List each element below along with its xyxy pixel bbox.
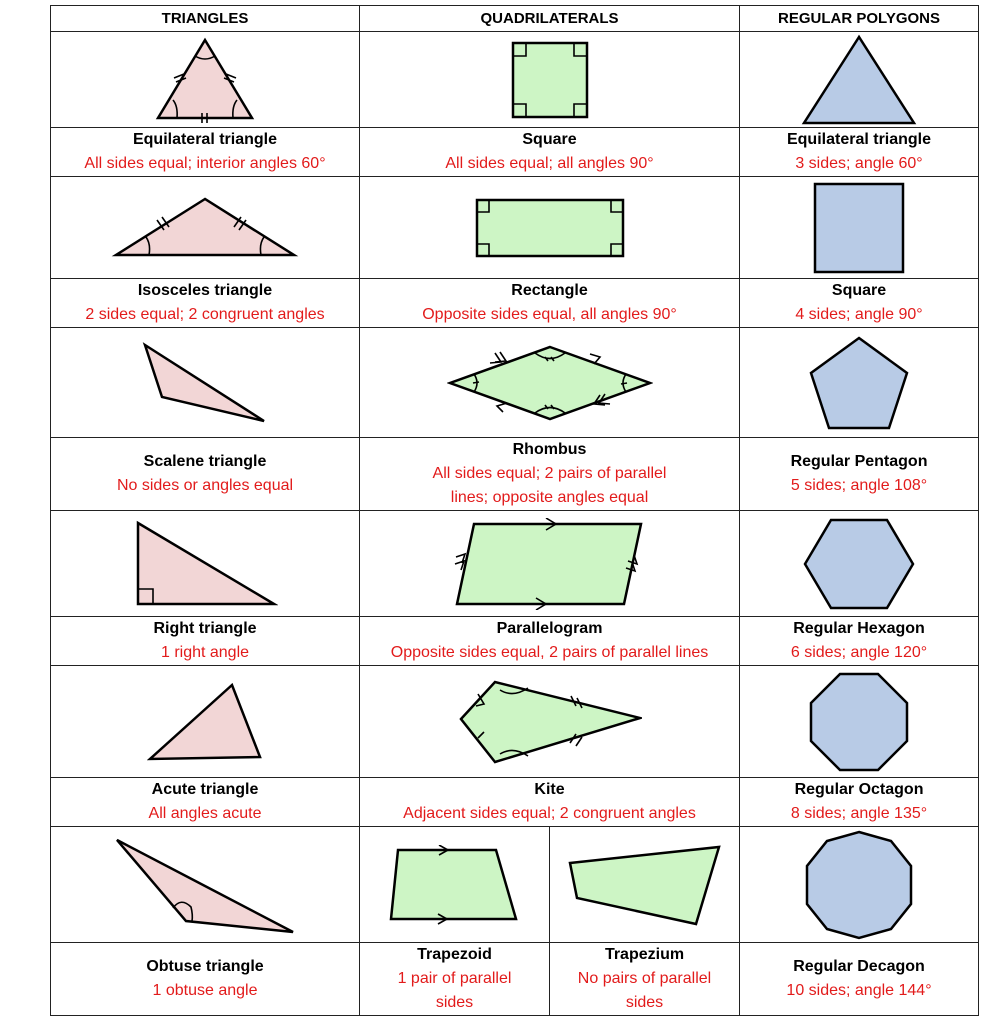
shape-desc: All angles acute bbox=[148, 805, 262, 822]
shape-name: Square bbox=[522, 131, 577, 148]
equilateral-triangle-label bbox=[51, 128, 360, 177]
regular-hexagon-label bbox=[740, 617, 979, 666]
scalene-triangle-shape bbox=[140, 340, 270, 426]
parallelogram-shape bbox=[452, 518, 648, 610]
regular-triangle-label bbox=[740, 128, 979, 177]
isosceles-triangle-cell bbox=[51, 177, 360, 279]
shape-name: Trapezoid bbox=[417, 946, 492, 963]
shape-desc: Opposite sides equal, 2 pairs of parallel lines bbox=[390, 644, 709, 661]
image-row-5 bbox=[51, 666, 979, 778]
shape-name: Regular Hexagon bbox=[793, 620, 925, 637]
acute-triangle-label bbox=[51, 778, 360, 827]
isosceles-triangle-shape bbox=[110, 193, 300, 263]
image-row-4 bbox=[51, 511, 979, 617]
shape-name: Obtuse triangle bbox=[146, 958, 264, 975]
obtuse-triangle-cell bbox=[51, 827, 360, 943]
regular-hexagon-cell bbox=[740, 511, 979, 617]
rectangle-cell bbox=[360, 177, 740, 279]
shape-desc: Opposite sides equal, all angles 90° bbox=[422, 306, 677, 323]
equilateral-triangle-cell bbox=[51, 32, 360, 128]
regular-square-cell bbox=[740, 177, 979, 279]
shape-name: Equilateral triangle bbox=[786, 131, 932, 148]
square-label bbox=[360, 128, 740, 177]
shape-desc: No pairs of parallel sides bbox=[577, 970, 712, 1011]
image-row-2 bbox=[51, 177, 979, 279]
shape-desc: All sides equal; interior angles 60° bbox=[84, 155, 326, 172]
shape-desc: All sides equal; 2 pairs of parallel lines; opposite angles equal bbox=[432, 465, 667, 506]
image-row-6 bbox=[51, 827, 979, 943]
trapezoid-cell bbox=[360, 827, 550, 943]
rectangle-label bbox=[360, 279, 740, 328]
isosceles-triangle-label bbox=[51, 279, 360, 328]
shape-name: Isosceles triangle bbox=[137, 282, 273, 299]
shape-name: Regular Octagon bbox=[794, 781, 924, 798]
regular-octagon-cell bbox=[740, 666, 979, 778]
regular-decagon-shape bbox=[801, 829, 917, 941]
rectangle-shape bbox=[474, 196, 626, 260]
label-row-1 bbox=[51, 128, 979, 177]
rhombus-label bbox=[360, 438, 740, 511]
rhombus-shape bbox=[447, 342, 653, 424]
shape-desc: No sides or angles equal bbox=[116, 477, 294, 494]
label-row-5 bbox=[51, 778, 979, 827]
trapezium-cell bbox=[550, 827, 740, 943]
shape-name: Kite bbox=[534, 781, 565, 798]
regular-square-label bbox=[740, 279, 979, 328]
shape-desc: 1 right angle bbox=[160, 644, 250, 661]
shape-desc: 8 sides; angle 135° bbox=[790, 805, 928, 822]
square-shape bbox=[508, 34, 592, 126]
rhombus-cell bbox=[360, 328, 740, 438]
parallelogram-label bbox=[360, 617, 740, 666]
scalene-triangle-cell bbox=[51, 328, 360, 438]
right-triangle-shape bbox=[132, 518, 278, 610]
obtuse-triangle-label bbox=[51, 943, 360, 1016]
parallelogram-cell bbox=[360, 511, 740, 617]
kite-cell bbox=[360, 666, 740, 778]
square-cell bbox=[360, 32, 740, 128]
shapes-table bbox=[50, 5, 979, 1016]
shape-desc: 3 sides; angle 60° bbox=[795, 155, 923, 172]
regular-decagon-label bbox=[740, 943, 979, 1016]
label-row-3 bbox=[51, 438, 979, 511]
image-row-1 bbox=[51, 32, 979, 128]
regular-decagon-cell bbox=[740, 827, 979, 943]
acute-triangle-shape bbox=[147, 680, 263, 764]
trapezium-label bbox=[550, 943, 740, 1016]
shape-name: Rectangle bbox=[511, 282, 588, 299]
shape-desc: All sides equal; all angles 90° bbox=[445, 155, 654, 172]
shape-desc: 4 sides; angle 90° bbox=[795, 306, 923, 323]
header-row bbox=[51, 6, 979, 32]
trapezoid-label bbox=[360, 943, 550, 1016]
kite-shape bbox=[458, 676, 642, 768]
regular-pentagon-cell bbox=[740, 328, 979, 438]
shape-name: Equilateral triangle bbox=[132, 131, 278, 148]
shape-desc: 1 obtuse angle bbox=[152, 982, 258, 999]
shape-desc: Adjacent sides equal; 2 congruent angles bbox=[403, 805, 696, 822]
shape-name: Right triangle bbox=[153, 620, 257, 637]
shape-desc: 10 sides; angle 144° bbox=[786, 982, 932, 999]
regular-square-shape bbox=[811, 181, 907, 275]
right-triangle-label bbox=[51, 617, 360, 666]
shape-name: Regular Decagon bbox=[793, 958, 925, 975]
scalene-triangle-label bbox=[51, 438, 360, 511]
regular-hexagon-shape bbox=[801, 516, 917, 612]
shape-name: Rhombus bbox=[512, 441, 587, 458]
shape-name: Regular Pentagon bbox=[790, 453, 928, 470]
regular-pentagon-label bbox=[740, 438, 979, 511]
shape-desc: 6 sides; angle 120° bbox=[790, 644, 928, 661]
shape-desc: 1 pair of parallel sides bbox=[397, 970, 512, 1011]
image-row-3 bbox=[51, 328, 979, 438]
shape-name: Acute triangle bbox=[151, 781, 259, 798]
acute-triangle-cell bbox=[51, 666, 360, 778]
right-triangle-cell bbox=[51, 511, 360, 617]
trapezoid-shape bbox=[388, 845, 522, 925]
shape-name: Parallelogram bbox=[496, 620, 603, 637]
equilateral-triangle-shape bbox=[145, 34, 265, 126]
shape-desc: 2 sides equal; 2 congruent angles bbox=[85, 306, 325, 323]
header-quadrilaterals: QUADRILATERALS bbox=[360, 6, 740, 32]
regular-pentagon-shape bbox=[807, 334, 911, 432]
shape-name: Scalene triangle bbox=[143, 453, 267, 470]
header-triangles: TRIANGLES bbox=[51, 6, 360, 32]
regular-octagon-label bbox=[740, 778, 979, 827]
header-regular-polygons: REGULAR POLYGONS bbox=[740, 6, 979, 32]
shape-name: Trapezium bbox=[604, 946, 685, 963]
shape-desc: 5 sides; angle 108° bbox=[790, 477, 928, 494]
obtuse-triangle-shape bbox=[113, 835, 297, 935]
label-row-6 bbox=[51, 943, 979, 1016]
regular-octagon-shape bbox=[807, 670, 911, 774]
label-row-2 bbox=[51, 279, 979, 328]
trapezium-shape bbox=[567, 842, 723, 928]
regular-triangle-shape bbox=[797, 33, 921, 127]
regular-triangle-cell bbox=[740, 32, 979, 128]
shape-name: Square bbox=[831, 282, 887, 299]
label-row-4 bbox=[51, 617, 979, 666]
kite-label bbox=[360, 778, 740, 827]
